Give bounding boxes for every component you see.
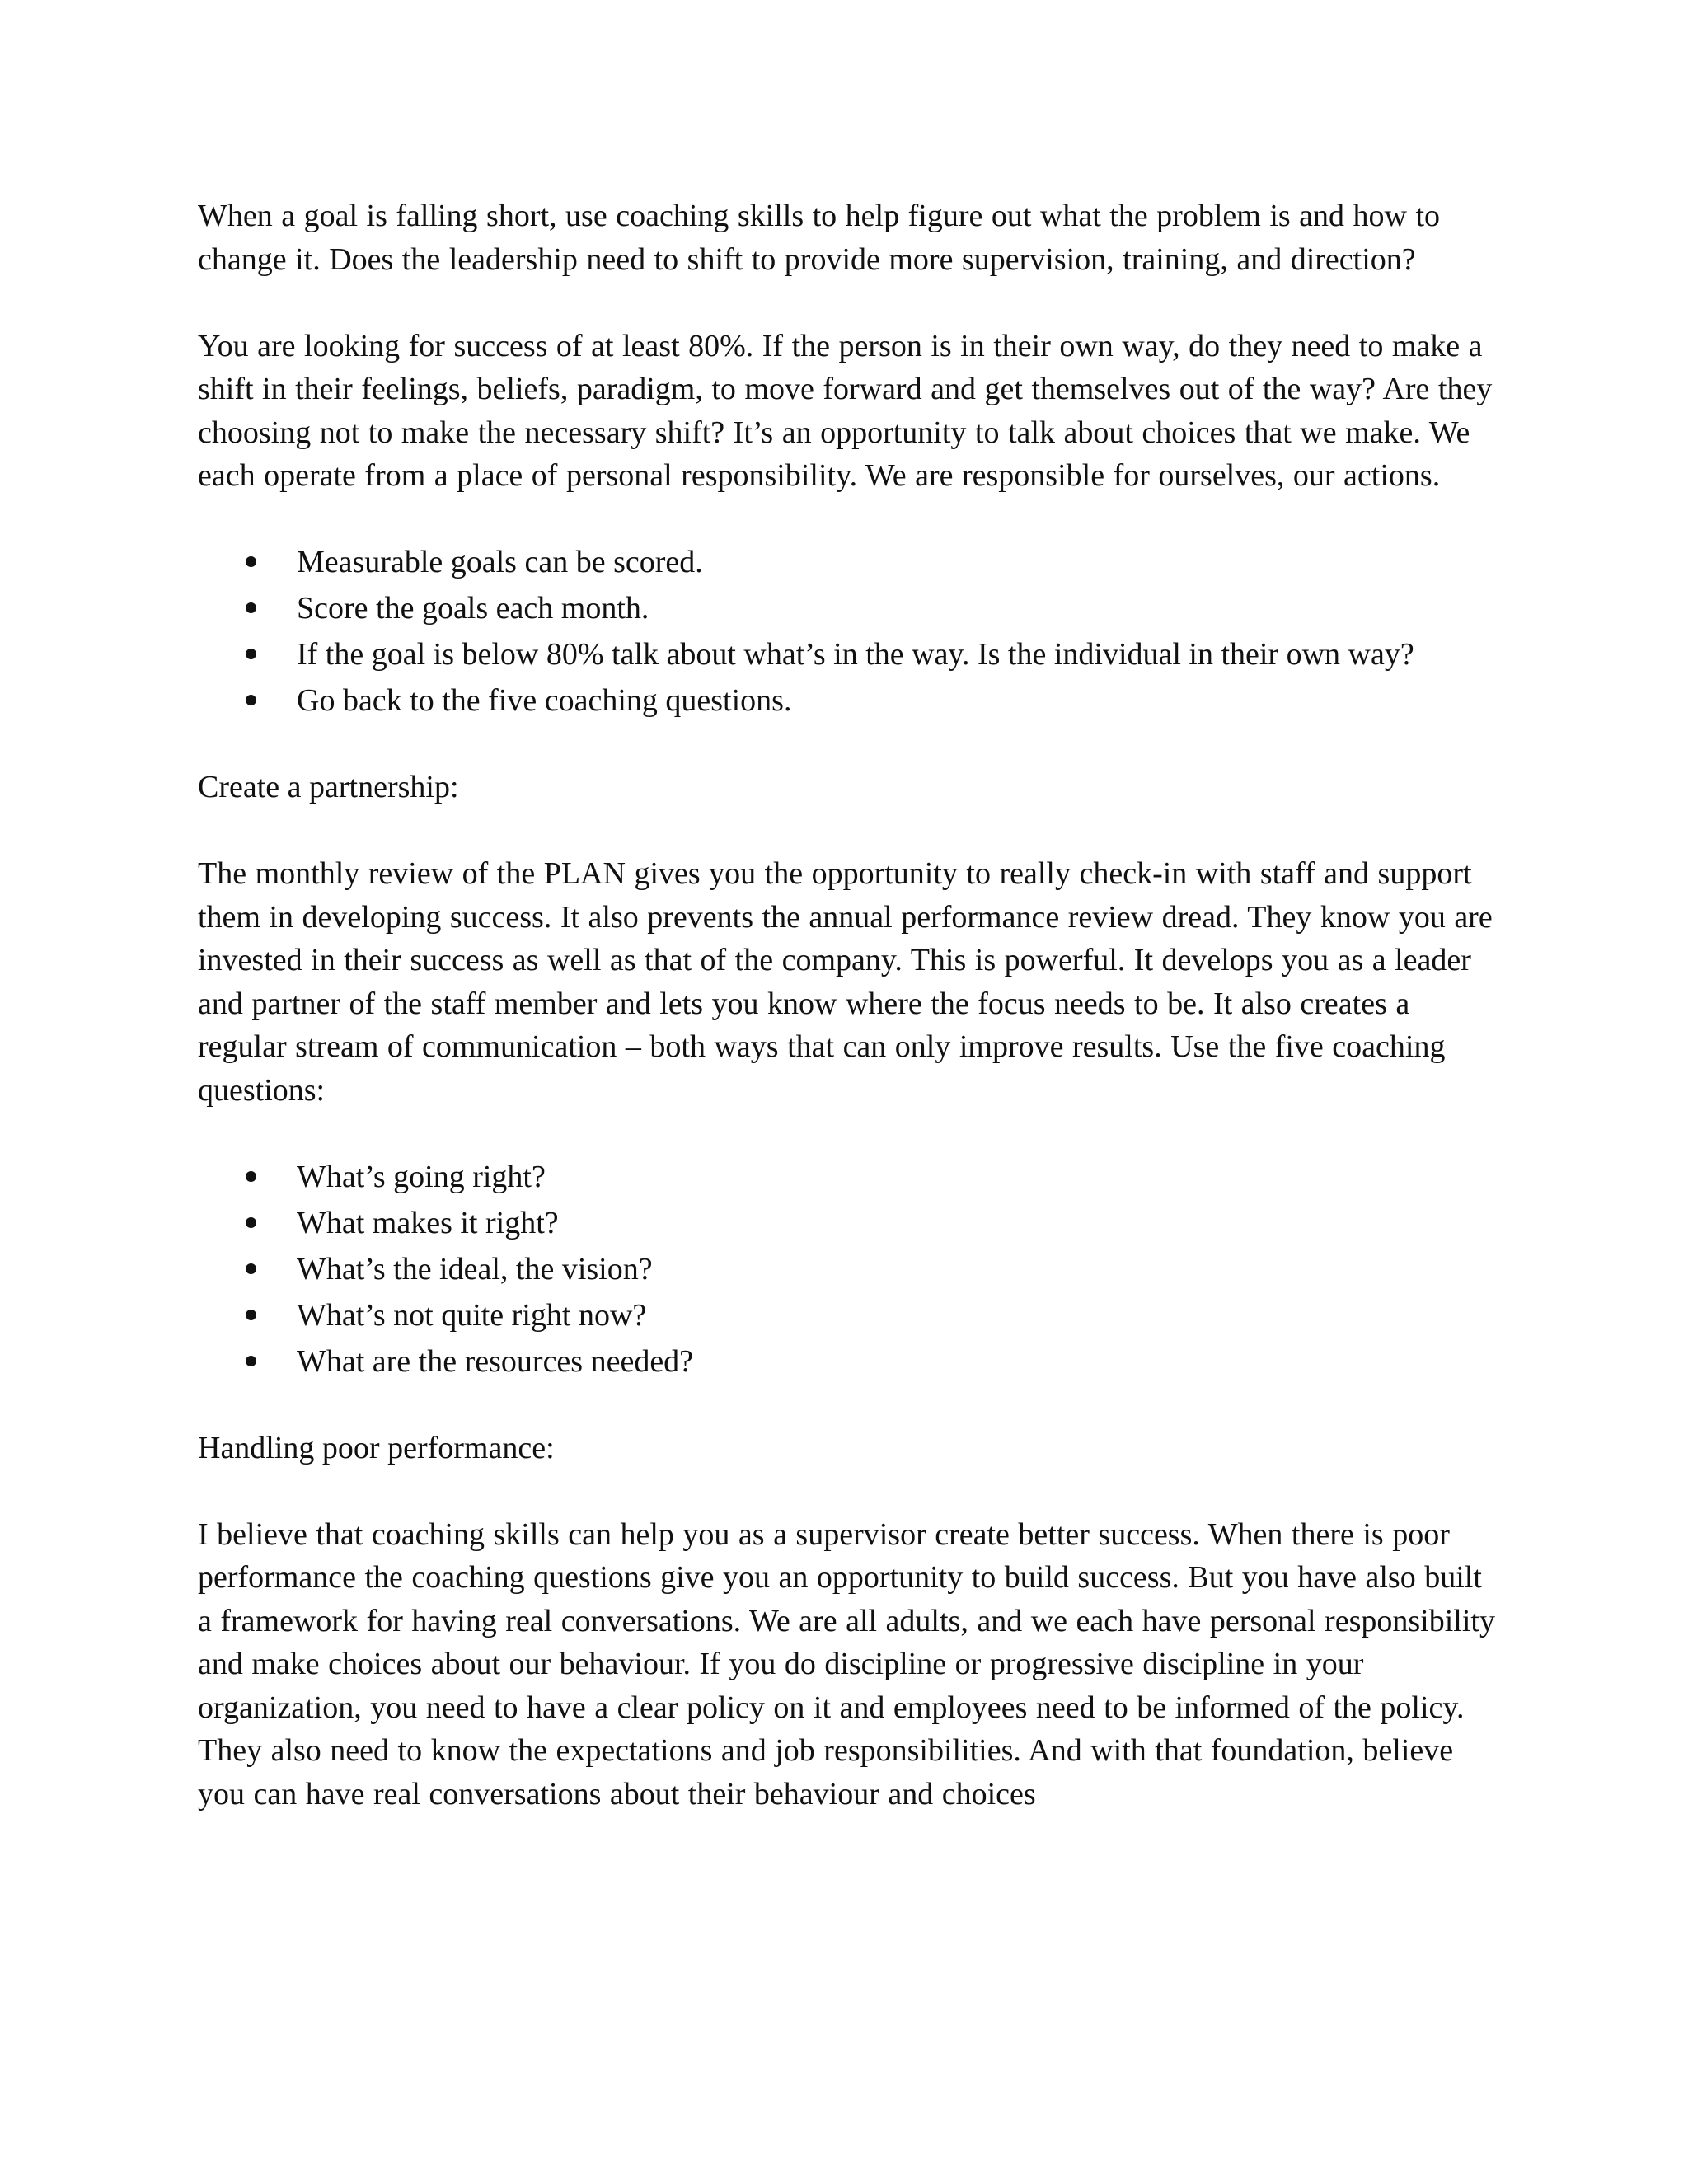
list-item-text: What are the resources needed? bbox=[297, 1343, 694, 1379]
list-item bbox=[198, 1248, 1500, 1291]
bullet-icon bbox=[246, 1217, 256, 1228]
list-item bbox=[198, 1340, 1500, 1384]
section-label-partnership: Create a partnership: bbox=[198, 770, 459, 804]
bullet-icon bbox=[246, 1263, 256, 1274]
bullet-icon bbox=[246, 649, 256, 659]
bullet-icon bbox=[246, 1310, 256, 1320]
coaching-questions-list bbox=[198, 1155, 1500, 1384]
list-item bbox=[198, 1294, 1500, 1338]
paragraph-coaching-skills: I believe that coaching skills can help you as a supervisor create better success. When there is poor performance the coaching questions give you an opportunity to build success. But you have also built a framework for having real conversations. We are all adults, and we each have personal responsibility and make choices about our behaviour. If you do discipline or progressive discipline in your organization, you need to have a clear policy on it and employees need to be informed of the policy. They also need to know the expectations and job responsibilities. And with that foundation, believe you can have real conversations about their behaviour and choices bbox=[198, 1516, 1495, 1811]
bullet-icon bbox=[246, 695, 256, 705]
section-label-poor-performance: Handling poor performance: bbox=[198, 1430, 555, 1465]
goal-scoring-list bbox=[198, 541, 1500, 723]
list-item bbox=[198, 541, 1500, 584]
list-item bbox=[198, 1155, 1500, 1199]
list-item bbox=[198, 633, 1500, 677]
bullet-icon bbox=[246, 556, 256, 567]
bullet-icon bbox=[246, 1171, 256, 1182]
list-item-text: What’s going right? bbox=[297, 1159, 546, 1194]
list-item-text: If the goal is below 80% talk about what’s in the way. Is the individual in their own way? bbox=[297, 637, 1414, 672]
paragraph-goal-falling-short: When a goal is falling short, use coaching skills to help figure out what the problem is and how to change it. Does the leadership need to shift to provide more supervision, training, and direction? bbox=[198, 199, 1441, 277]
list-item bbox=[198, 1202, 1500, 1245]
list-item-text: What’s the ideal, the vision? bbox=[297, 1251, 653, 1286]
list-item-text: Measurable goals can be scored. bbox=[297, 545, 703, 579]
bullet-icon bbox=[246, 1356, 256, 1366]
list-item bbox=[198, 679, 1500, 723]
bullet-icon bbox=[246, 602, 256, 613]
list-item bbox=[198, 587, 1500, 630]
document-body bbox=[198, 194, 1500, 1816]
list-item-text: What’s not quite right now? bbox=[297, 1297, 647, 1333]
list-item-text: Score the goals each month. bbox=[297, 591, 649, 626]
paragraph-monthly-review: The monthly review of the PLAN gives you the opportunity to really check-in with staff and support them in developing success. It also prevents the annual performance review dread. They know you are invested in their success as well as that of the company. This is powerful. It develops you as a leader and partner of the staff member and lets you know where the focus needs to be. It also creates a regular stream of communication – both ways that can only improve results. Use the five coaching questions: bbox=[198, 856, 1493, 1108]
paragraph-success-threshold: You are looking for success of at least 80%. If the person is in their own way, do they need to make a shift in their feelings, beliefs, paradigm, to move forward and get themselves out of the way? Are they choosing not to make the necessary shift? It’s an opportunity to talk about choices that we make. We each operate from a place of personal responsibility. We are responsible for ourselves, our actions. bbox=[198, 328, 1493, 493]
list-item-text: Go back to the five coaching questions. bbox=[297, 683, 792, 718]
list-item-text: What makes it right? bbox=[297, 1205, 559, 1240]
